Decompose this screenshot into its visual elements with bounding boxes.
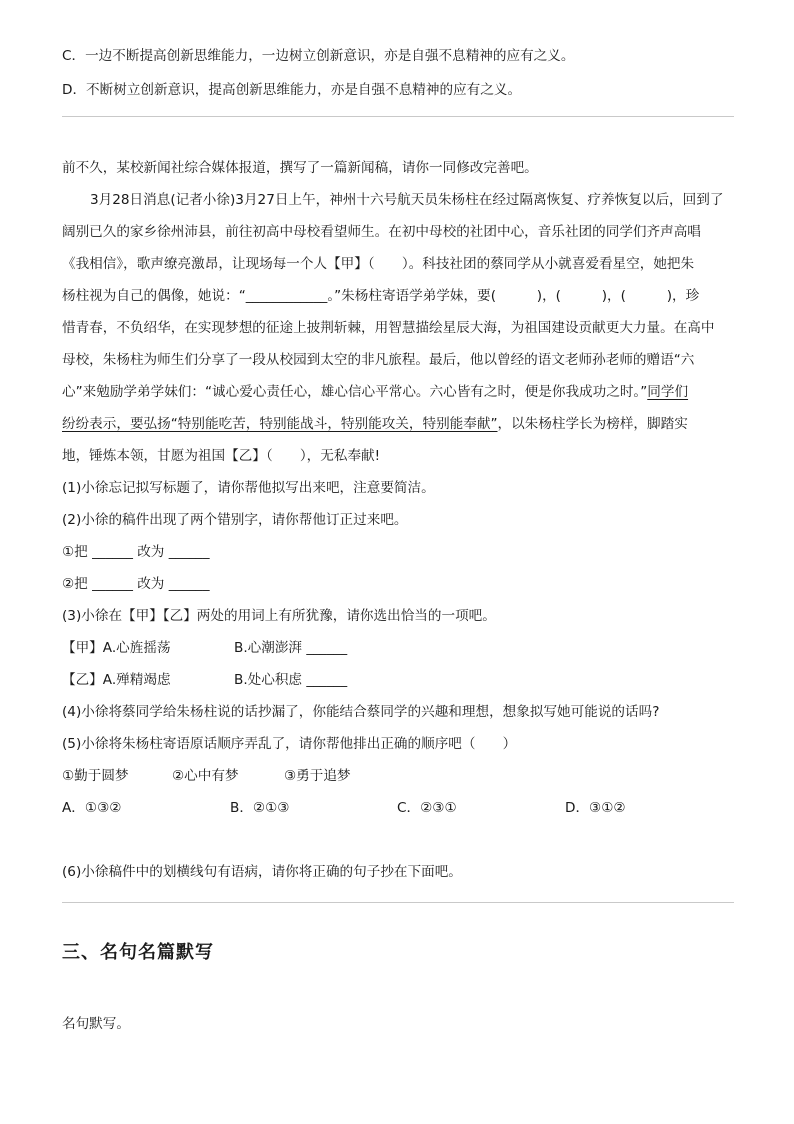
article-line: 阔别已久的家乡徐州沛县，前往初高中母校看望师生。在初中母校的社团中心，音乐社团的同学们齐声高唱 xyxy=(62,224,701,240)
question-1: (1)小徐忘记拟写标题了，请你帮他拟写出来吧，注意要简洁。 xyxy=(62,480,435,496)
divider xyxy=(62,116,734,117)
q3-jia-option-a: 【甲】A.心旌摇荡 xyxy=(62,640,171,656)
q5-item: ②心中有梦 xyxy=(172,768,239,784)
question-4: (4)小徐将蔡同学给朱杨柱说的话抄漏了，你能结合蔡同学的兴趣和理想，想象拟写她可能说的话吗? xyxy=(62,704,660,720)
section-title: 三、名句名篇默写 xyxy=(62,942,214,963)
question-3: (3)小徐在【甲】【乙】两处的用词上有所犹豫，请你选出恰当的一项吧。 xyxy=(62,608,496,624)
q5-choice-b: B．②①③ xyxy=(230,800,290,816)
article-text: 心”来勉励学弟学妹们：“诚心爱心责任心，雄心信心平常心。六心皆有之时，便是你我成功之时。” xyxy=(62,384,648,400)
article-line xyxy=(62,382,688,402)
question-2-blank-b: ②把 ______ 改为 ______ xyxy=(62,576,210,592)
option-d: D．不断树立创新意识，提高创新思维能力，亦是自强不息精神的应有之义。 xyxy=(62,82,522,98)
article-line: 杨柱视为自己的偶像，她说：“____________。”朱杨柱寄语学弟学妹，要( )，( )，( )，珍 xyxy=(62,288,700,304)
divider xyxy=(62,902,734,903)
underlined-sentence: 同学们 xyxy=(647,384,689,400)
article-line: 3月28日消息(记者小徐)3月27日上午，神州十六号航天员朱杨柱在经过隔离恢复、疗养恢复以后，回到了 xyxy=(90,192,724,208)
q3-yi-option-b: B.处心积虑 ______ xyxy=(234,672,348,688)
article-line: 地，锤炼本领，甘愿为祖国【乙】（ ），无私奉献! xyxy=(62,448,381,464)
q5-item: ③勇于追梦 xyxy=(284,768,351,784)
q3-yi-option-a: 【乙】A.殚精竭虑 xyxy=(62,672,171,688)
section-intro: 名句默写。 xyxy=(62,1016,130,1032)
option-c: C．一边不断提高创新思维能力，一边树立创新意识，亦是自强不息精神的应有之义。 xyxy=(62,48,575,64)
q5-choice-c: C．②③① xyxy=(397,800,457,816)
article-line: 惜青春，不负绍华，在实现梦想的征途上披荆斩棘，用智慧描绘星辰大海，为祖国建设贡献更大力量。在高中 xyxy=(62,320,715,336)
question-5: (5)小徐将朱杨柱寄语原话顺序弄乱了，请你帮他排出正确的顺序吧（ ） xyxy=(62,736,517,752)
question-2-blank-a: ①把 ______ 改为 ______ xyxy=(62,544,210,560)
q5-item: ①勤于圆梦 xyxy=(62,768,129,784)
underlined-sentence: 纷纷表示，要弘扬“特别能吃苦，特别能战斗，特别能攻关，特别能奉献” xyxy=(62,416,498,432)
q5-choice-d: D．③①② xyxy=(565,800,626,816)
article-line: 母校，朱杨柱为师生们分享了一段从校园到太空的非凡旅程。最后，他以曾经的语文老师孙老师的赠语“六 xyxy=(62,352,695,368)
article-line: 《我相信》，歌声缭亮激昂，让现场每一个人【甲】（ ）。科技社团的蔡同学从小就喜爱看星空，她把朱 xyxy=(62,256,695,272)
article-text: ，以朱杨柱学长为榜样，脚踏实 xyxy=(497,416,688,432)
q3-jia-option-b: B.心潮澎湃 ______ xyxy=(234,640,348,656)
question-6: (6)小徐稿件中的划横线句有语病，请你将正确的句子抄在下面吧。 xyxy=(62,864,462,880)
q5-choice-a: A．①③② xyxy=(62,800,122,816)
article-line xyxy=(62,414,688,434)
intro-text: 前不久，某校新闻社综合媒体报道，撰写了一篇新闻稿，请你一同修改完善吧。 xyxy=(62,160,538,176)
question-2: (2)小徐的稿件出现了两个错别字，请你帮他订正过来吧。 xyxy=(62,512,408,528)
